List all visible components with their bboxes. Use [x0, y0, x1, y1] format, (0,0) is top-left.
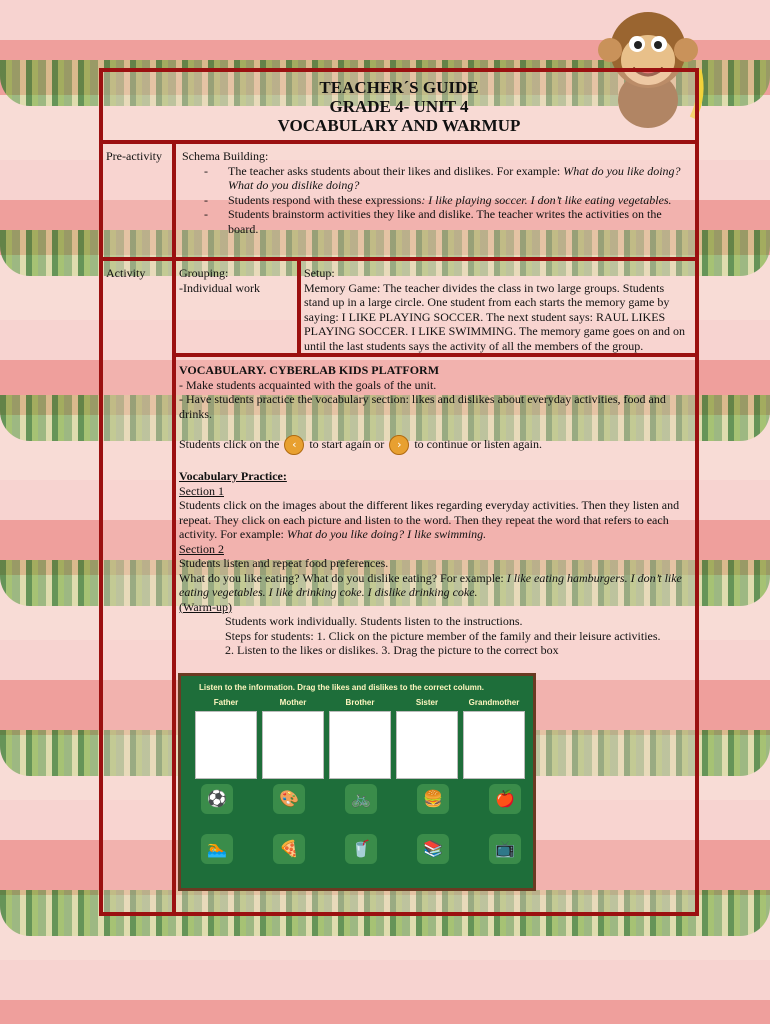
title-line-2: GRADE 4- UNIT 4	[329, 97, 469, 116]
drop-box	[329, 711, 391, 779]
activity-picture-icon: 🥤	[345, 834, 377, 864]
section-2-text-1: Students listen and repeat food preferences.	[179, 556, 389, 570]
grouping-cell	[179, 266, 294, 295]
drag-activity-screenshot	[178, 673, 536, 891]
activity-picture-icon: 📺	[489, 834, 521, 864]
vocabulary-section	[179, 363, 691, 658]
picture-row	[201, 834, 521, 864]
drop-box	[396, 711, 458, 779]
title-line-1: TEACHER´S GUIDE	[319, 78, 479, 97]
vocabulary-practice-heading: Vocabulary Practice:	[179, 469, 287, 483]
section-1-text: Students click on the images about the different likes regarding everyday activities. Then they listen and repeat. They click on each picture and listen to the word. Then they repeat the word that refers to each activity. For example: What do you like doing? I like swimming.	[179, 498, 680, 541]
game-columns	[195, 698, 525, 779]
divider	[172, 140, 176, 916]
activity-picture-icon: 📚	[417, 834, 449, 864]
column-brother: Brother	[329, 698, 391, 779]
activity-picture-icon: 🎨	[273, 784, 305, 814]
warmup-text-3: 2. Listen to the likes or dislikes. 3. Drag the picture to the correct box	[225, 643, 559, 657]
section-2-text-2: What do you like eating? What do you dislike eating? For example: I like eating hamburgers. I don’t like eating vegetables. I like drinking coke. I dislike drinking coke.	[179, 570, 682, 599]
title-line-3: VOCABULARY AND WARMUP	[277, 116, 521, 135]
activity-picture-icon: 🍎	[489, 784, 521, 814]
list-item: - The teacher asks students about their likes and dislikes. For example: What do you like doing? What do you dislike doing?	[182, 164, 682, 193]
pre-activity-label: Pre-activity	[106, 149, 162, 163]
next-icon: ›	[389, 435, 409, 455]
divider	[173, 353, 699, 357]
activity-picture-icon: ⚽	[201, 784, 233, 814]
column-grandmother: Grandmother	[463, 698, 525, 779]
divider	[99, 140, 699, 144]
page-title	[99, 78, 699, 135]
grouping-heading: Grouping:	[179, 266, 229, 280]
vocabulary-heading: VOCABULARY. CYBERLAB KIDS PLATFORM	[179, 363, 440, 377]
grouping-value: -Individual work	[179, 280, 260, 295]
navigation-instructions: Students click on the ‹ to start again or › to continue or listen again.	[179, 435, 691, 455]
warmup-text-1: Students work individually. Students listen to the instructions.	[225, 614, 523, 628]
column-mother: Mother	[262, 698, 324, 779]
section-1-heading: Section 1	[179, 483, 224, 498]
activity-picture-icon: 🍔	[417, 784, 449, 814]
drop-box	[463, 711, 525, 779]
activity-picture-icon: 🏊	[201, 834, 233, 864]
section-2-heading: Section 2	[179, 541, 224, 556]
setup-heading: Setup:	[304, 266, 335, 280]
back-icon: ‹	[284, 435, 304, 455]
game-instruction: Listen to the information. Drag the likes and dislikes to the correct column.	[199, 683, 484, 692]
activity-picture-icon: 🍕	[273, 834, 305, 864]
list-item: - Students respond with these expressions: I like playing soccer. I don’t like eating vegetables.	[182, 193, 682, 208]
pre-activity-list	[182, 164, 682, 237]
divider	[99, 257, 699, 261]
goal-2: - Have students practice the vocabulary section: likes and dislikes about everyday activities, food and drinks.	[179, 392, 666, 421]
column-father: Father	[195, 698, 257, 779]
schema-building-heading: Schema Building:	[182, 149, 269, 163]
drop-box	[195, 711, 257, 779]
activity-picture-icon: 🚲	[345, 784, 377, 814]
list-item: - Students brainstorm activities they like and dislike. The teacher writes the activities on the board.	[182, 207, 682, 236]
column-sister: Sister	[396, 698, 458, 779]
drop-box	[262, 711, 324, 779]
divider	[297, 257, 301, 357]
setup-cell	[304, 266, 690, 353]
picture-row	[201, 784, 521, 814]
setup-text: Memory Game: The teacher divides the class in two large groups. Students stand up in a large circle. One student from each starts the memory game by saying: I LIKE PLAYING SOCCER. The next student says: RAUL LIKES PLAYING SOCCER. I LIKE SWIMMING. The memory game goes on and on until the last students says the activity of all the members of the group.	[304, 280, 685, 353]
activity-label: Activity	[106, 266, 146, 280]
goal-1: - Make students acquainted with the goals of the unit.	[179, 377, 437, 392]
warmup-text-2: Steps for students: 1. Click on the picture member of the family and their leisure activities.	[225, 628, 661, 643]
warmup-heading: (Warm-up)	[179, 599, 233, 614]
pre-activity-content	[182, 149, 682, 236]
